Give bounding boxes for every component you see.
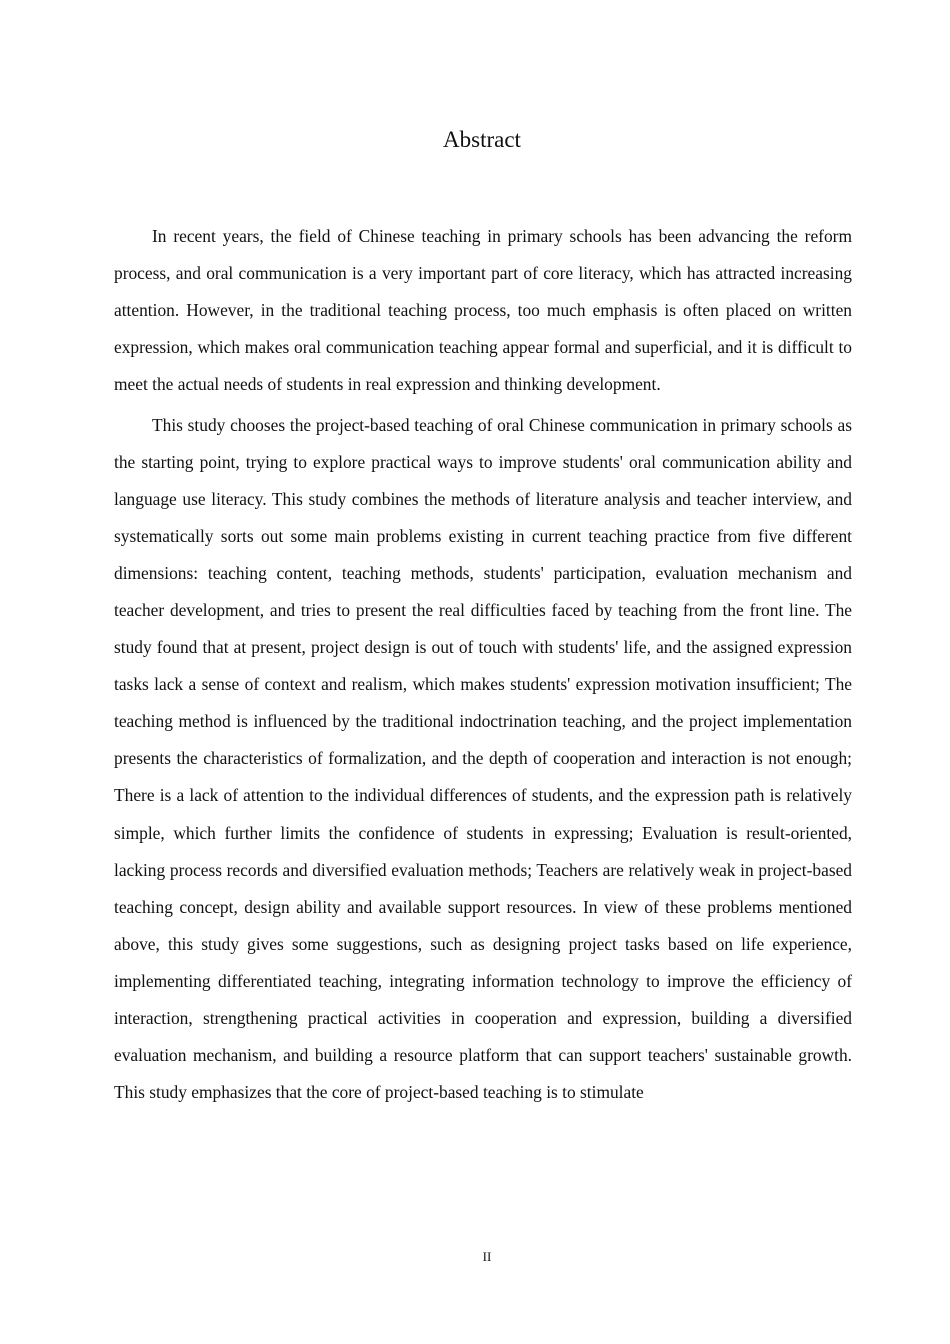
abstract-body (114, 218, 852, 1115)
page-number: II (482, 1249, 492, 1264)
page-title: Abstract (443, 127, 521, 152)
abstract-paragraph-1: In recent years, the field of Chinese teaching in primary schools has been advancing the reform process, and oral communication is a very important part of core literacy, which has attracted increasing attention. However, in the traditional teaching process, too much emphasis is often placed on written expression, which makes oral communication teaching appear formal and superficial, and it is difficult to meet the actual needs of students in real expression and thinking development. (114, 226, 852, 394)
abstract-paragraph-2: This study chooses the project-based teaching of oral Chinese communication in primary schools as the starting point, trying to explore practical ways to improve students' oral communication ability and language use literacy. This study combines the methods of literature analysis and teacher interview, and systematically sorts out some main problems existing in current teaching practice from five different dimensions: teaching content, teaching methods, students' participation, evaluation mechanism and teacher development, and tries to present the real difficulties faced by teaching from the front line. The study found that at present, project design is out of touch with students' life, and the assigned expression tasks lack a sense of context and realism, which makes students' expression motivation insufficient; The teaching method is influenced by the traditional indoctrination teaching, and the project implementation presents the characteristics of formalization, and the depth of cooperation and interaction is not enough; There is a lack of attention to the individual differences of students, and the expression path is relatively simple, which further limits the confidence of students in expressing; Evaluation is result-oriented, lacking process records and diversified evaluation methods; Teachers are relatively weak in project-based teaching concept, design ability and available support resources. In view of these problems mentioned above, this study gives some suggestions, such as designing project tasks based on life experience, implementing differentiated teaching, integrating information technology to improve the efficiency of interaction, strengthening practical activities in cooperation and expression, building a diversified evaluation mechanism, and building a resource platform that can support teachers' sustainable growth. This study emphasizes that the core of project-based teaching is to stimulate (114, 414, 852, 1103)
